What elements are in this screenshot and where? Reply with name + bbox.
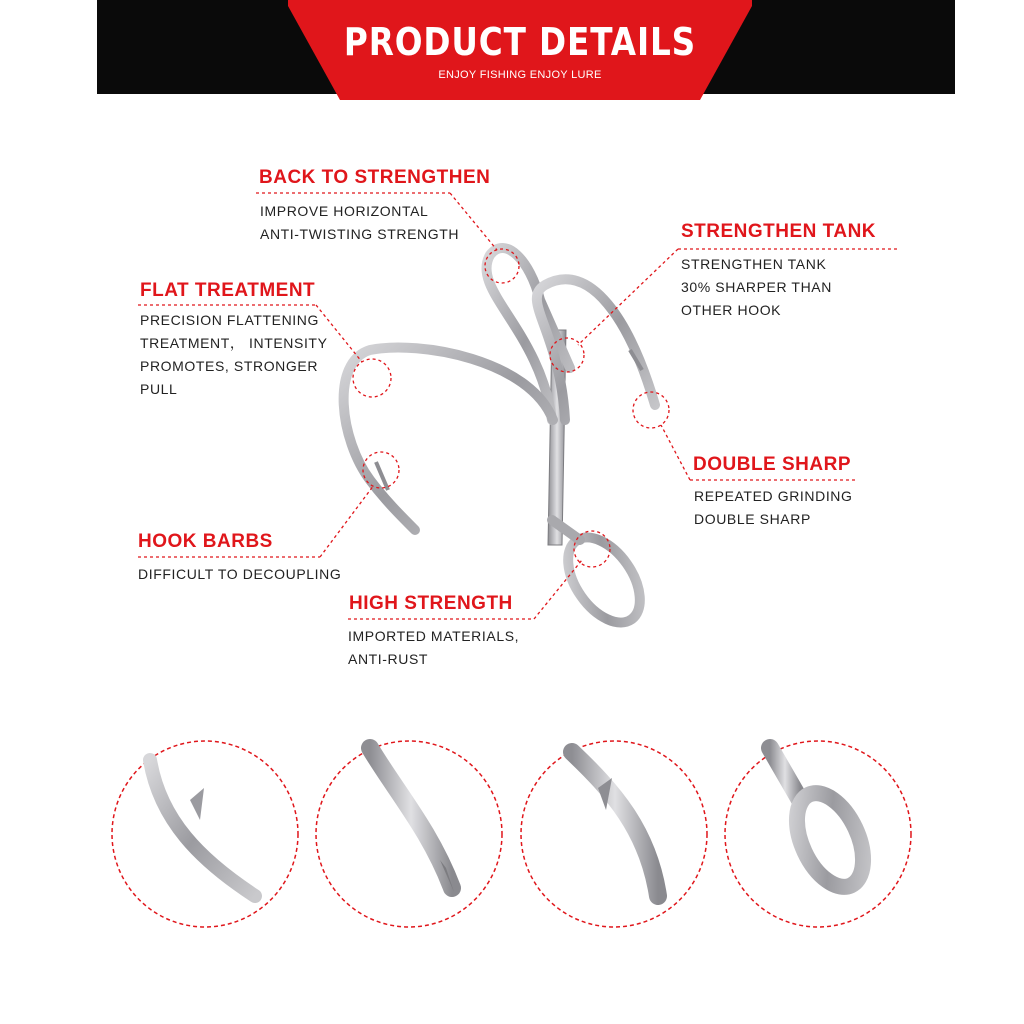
callout-desc-strengthen-tank: STRENGTHEN TANK 30% SHARPER THAN OTHER HOOK (681, 256, 832, 318)
callout-title-double-sharp: DOUBLE SHARP (693, 454, 852, 475)
callout-title-hook-barbs: HOOK BARBS (138, 531, 273, 552)
callout-title-strengthen-tank: STRENGTHEN TANK (681, 221, 877, 242)
callout-desc-double-sharp: REPEATED GRINDING DOUBLE SHARP (694, 488, 853, 527)
callout-title-flat-treatment: FLAT TREATMENT (140, 280, 316, 301)
callout-title-high-strength: HIGH STRENGTH (349, 593, 513, 614)
callout-desc-back-to-strengthen: IMPROVE HORIZONTAL ANTI-TWISTING STRENGTH (260, 203, 460, 242)
detail-circle-barb (112, 741, 298, 927)
page-subtitle: ENJOY FISHING ENJOY LURE (438, 69, 602, 81)
callout-desc-hook-barbs: DIFFICULT TO DECOUPLING (138, 566, 342, 582)
callout-desc-flat-treatment: PRECISION FLATTENING TREATMENT， INTENSITY PROMOTES, STRONGER PULL (140, 312, 328, 397)
detail-circle-eye (725, 741, 911, 927)
detail-circle-point (316, 741, 502, 927)
page-title: PRODUCT DETAILS (343, 20, 697, 64)
callout-title-back-to-strengthen: BACK TO STRENGTHEN (259, 167, 491, 188)
treble-hook-image (344, 248, 655, 635)
callout-desc-high-strength: IMPORTED MATERIALS, ANTI-RUST (348, 628, 520, 667)
detail-circle-curve (521, 741, 707, 927)
